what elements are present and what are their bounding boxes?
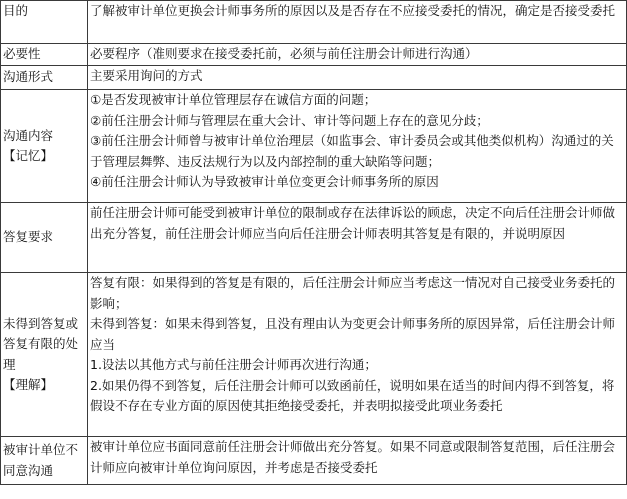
label-text: 目的: [3, 3, 29, 18]
row-content-purpose: [88, 1, 627, 44]
table-row-refuse: [1, 437, 627, 485]
list-item: 2.如果仍得不到答复，后任注册会计师可以致函前任，说明如果在适当的时间内得不到答复，将假设不存在专业方面的原因使其拒绝接受委托，并表明拟接受此项业务委托: [90, 377, 615, 413]
content-text: 被审计单位应书面同意前任注册会计师做出充分答复。如果不同意或限制答复范围，后任注册会计师应向被审计单位询问原因，并考虑是否接受委托: [90, 439, 616, 475]
label-text: 必要性: [3, 46, 41, 61]
row-label-content: [1, 90, 88, 203]
table-row-form: [1, 66, 627, 90]
content-text: 了解被审计单位更换会计师事务所的原因以及是否存在不应接受委托的情况，确定是否接受委托: [90, 3, 616, 18]
table-row-content: [1, 90, 627, 203]
row-content-form: [88, 66, 627, 90]
row-content-refuse: [88, 437, 627, 485]
row-label-purpose: [1, 1, 88, 44]
row-label-form: [1, 66, 88, 90]
row-content-content: [88, 90, 627, 203]
table-row-reply: [1, 203, 627, 273]
memorize-note: 【记忆】: [3, 148, 54, 163]
list-item: ④前任注册会计师认为导致被审计单位变更会计师事务所的原因: [90, 174, 439, 189]
understand-note: 【理解】: [3, 377, 54, 392]
row-content-no-reply: [88, 273, 627, 437]
row-label-refuse: [1, 437, 88, 485]
list-item: ①是否发现被审计单位管理层存在诚信方面的问题；: [90, 92, 377, 107]
content-text: 前任注册会计师可能受到被审计单位的限制或存在法律诉讼的顾虑，决定不向后任注册会计师做出充分答复，前任注册会计师应当向后任注册会计师表明其答复是有限的，并说明原因: [90, 205, 616, 241]
list-item: 答复有限：如果得到的答复是有限的，后任注册会计师应当考虑这一情况对自己接受业务委托的影响；: [90, 275, 616, 311]
list-item: 未得到答复：如果未得到答复，且没有理由认为变更会计师事务所的原因异常，后任注册会计师应当: [90, 316, 616, 352]
row-label-necessity: [1, 44, 88, 66]
table-row-necessity: [1, 44, 627, 66]
table-row-no-reply: [1, 273, 627, 437]
row-content-necessity: [88, 44, 627, 66]
label-text: 沟通形式: [3, 69, 54, 85]
table-row-purpose: [1, 1, 627, 44]
list-item: ③前任注册会计师曾与被审计单位治理层（如监事会、审计委员会或其他类似机构）沟通过的关于管理层舞弊、违反法规行为以及内部控制的重大缺陷等问题；: [90, 133, 614, 169]
content-text: 必要程序（准则要求在接受委托前，必须与前任注册会计师进行沟通）: [90, 46, 478, 61]
list-item: 1.设法以其他方式与前任注册会计师再次进行沟通；: [90, 357, 377, 372]
list-item: ②前任注册会计师与管理层在重大会计、审计等问题上存在的意见分歧；: [90, 112, 489, 128]
label-text: 答复要求: [3, 229, 54, 245]
row-label-no-reply: [1, 273, 88, 437]
row-label-reply: [1, 203, 88, 273]
label-text: 被审计单位不同意沟通: [3, 442, 79, 478]
content-text: 主要采用询问的方式: [90, 68, 203, 83]
label-text: 沟通内容: [3, 127, 54, 143]
row-content-reply: [88, 203, 627, 273]
label-text: 未得到答复或答复有限的处理: [3, 315, 79, 372]
